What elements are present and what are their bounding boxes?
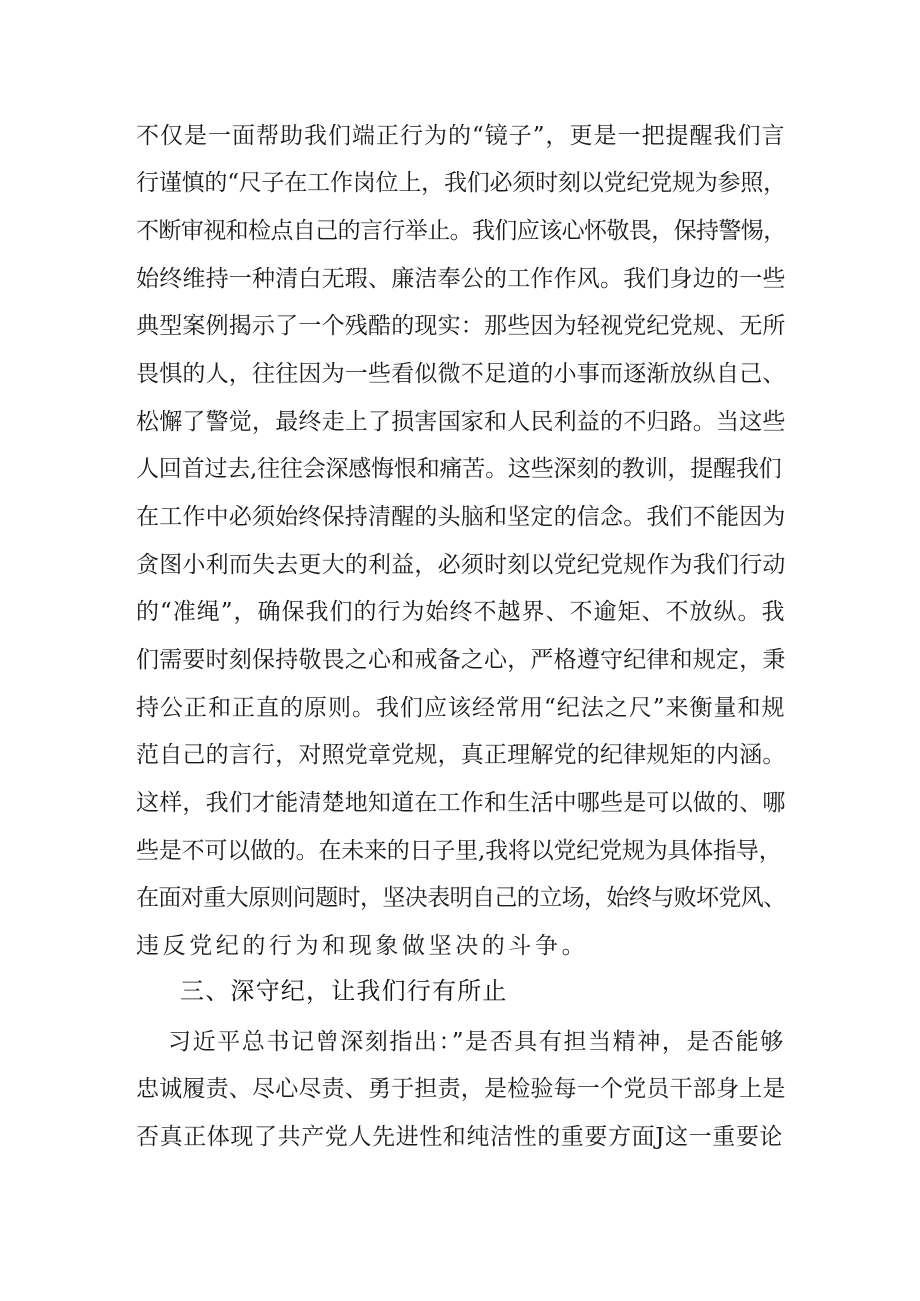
- text-line: 典型案例揭示了一个残酷的现实：那些因为轻视党纪党规、无所: [136, 313, 786, 339]
- text-line: 畏惧的人，往往因为一些看似微不足道的小事而逐渐放纵自己、: [136, 361, 786, 387]
- text-line: 在工作中必须始终保持清醒的头脑和坚定的信念。我们不能因为: [136, 504, 786, 530]
- text-line: 们需要时刻保持敬畏之心和戒备之心，严格遵守纪律和规定，秉: [136, 647, 786, 673]
- text-line: 不仅是一面帮助我们端正行为的“镜子”，更是一把提醒我们言: [136, 123, 786, 149]
- text-line: 习近平总书记曾深刻指出：”是否具有担当精神，是否能够: [168, 1029, 785, 1055]
- text-line: 违反党纪的行为和现象做坚决的斗争。: [136, 933, 589, 959]
- text-line: 不断审视和检点自己的言行举止。我们应该心怀敬畏，保持警惕，: [136, 218, 786, 244]
- text-line: 忠诚履责、尽心尽责、勇于担责，是检验每一个党员干部身上是: [136, 1076, 786, 1102]
- text-line: 行谨慎的“尺子在工作岗位上，我们必须时刻以党纪党规为参照，: [136, 170, 786, 196]
- section-heading: 三、深守纪，让我们行有所止: [180, 977, 508, 1005]
- text-line: 人回首过去,往往会深感悔恨和痛苦。这些深刻的教训，提醒我们: [136, 456, 782, 482]
- text-line: 持公正和正直的原则。我们应该经常用“纪法之尺”来衡量和规: [136, 695, 786, 721]
- text-line: 始终维持一种清白无瑕、廉洁奉公的工作作风。我们身边的一些: [136, 266, 786, 292]
- text-line: 贪图小利而失去更大的利益，必须时刻以党纪党规作为我们行动: [136, 552, 786, 578]
- text-line: 的“准绳”，确保我们的行为始终不越界、不逾矩、不放纵。我: [136, 599, 786, 625]
- text-line: 范自己的言行，对照党章党规，真正理解党的纪律规矩的内涵。: [136, 742, 786, 768]
- text-line: 些是不可以做的。在未来的日子里,我将以党纪党规为具体指导，: [136, 838, 782, 864]
- text-line: 否真正体现了共产党人先进性和纯洁性的重要方面J这一重要论: [136, 1124, 784, 1150]
- text-line: 这样，我们才能清楚地知道在工作和生活中哪些是可以做的、哪: [136, 790, 786, 816]
- text-line: 松懈了警觉，最终走上了损害国家和人民利益的不归路。当这些: [136, 409, 786, 435]
- text-line: 在面对重大原则问题时，坚决表明自己的立场，始终与败坏党风、: [136, 885, 786, 911]
